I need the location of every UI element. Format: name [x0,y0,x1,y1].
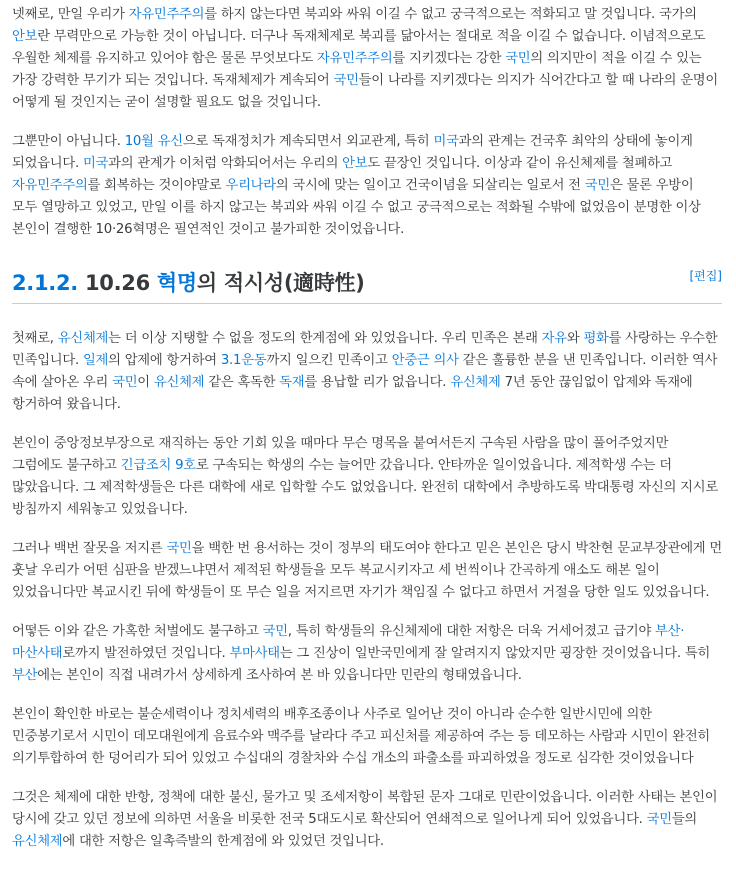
wiki-link[interactable]: 미국 [82,156,109,171]
section-number: 2.1.2. [12,271,78,295]
wiki-link[interactable]: 평화 [583,331,609,346]
wiki-link[interactable]: 유신체제 [450,375,501,390]
wiki-link[interactable]: 안보 [12,29,38,44]
wiki-link[interactable]: 자유민주주의 [128,7,205,22]
wiki-link[interactable]: 혁명 [156,271,197,295]
text-run: 를 용납할 리가 없읍니다. [304,375,451,390]
wiki-link[interactable]: 국민 [166,541,192,556]
text-run: 로까지 발전하였던 것입니다. [62,646,230,661]
wiki-link[interactable]: 부마사태 [229,646,280,661]
paragraph [12,328,722,416]
paragraph [12,4,722,114]
text-run: 를 지키겠다는 강한 [392,51,506,66]
text-run: 7년 동안 끊임없이 압제와 독재에 항거하여 왔읍니다. [12,375,693,412]
wiki-link[interactable]: 안중근 의사 [391,353,459,368]
text-run: 의 의지만이 적을 이길 수 있는 가장 강력한 무기가 되는 것입니다. 독재체제가 계속되어 [12,51,702,88]
wiki-link[interactable]: 국민 [112,375,138,390]
paragraph [12,538,722,604]
paragraph [12,787,722,853]
wiki-link[interactable]: 국민 [262,624,288,639]
text-run: 를 하지 않는다면 북괴와 싸워 이길 수 없고 궁극적으로는 적화되고 말 것입니다. 국가의 [204,7,697,22]
text-run: 로 구속되는 학생의 수는 늘어만 갔읍니다. 안타까운 일이었읍니다. 제적학생 수는 더 많았읍니다. 그 제적학생들은 다른 대학에 새로 입학할 수도 없었읍니다. 완전히 대학에서 추방하도록 박대통령 자신의 지시로 방침까지 세워놓고 있었읍니다. [12,458,718,517]
text-run: 의 적시성(適時性) [196,271,365,295]
section-title [12,267,365,297]
text-run: 는 그 진상이 일반국민에게 잘 알려지지 않았지만 굉장한 것이었읍니다. 특히 [279,646,711,661]
text-run: 의 국시에 맞는 일이고 건국이념을 되살리는 일로서 전 [275,178,585,193]
text-run: 같은 훌륭한 분을 낸 민족입니다. 이러한 역사 속에 살아온 우리 [12,353,718,390]
text-run: 에 대한 저항은 일촉즉발의 한계점에 와 있었던 것입니다. [62,834,384,849]
text-run: 같은 혹독한 [204,375,280,390]
text-run: 을 백한 번 용서하는 것이 정부의 태도여야 한다고 믿은 본인은 당시 박찬현 문교부장관에게 먼 훗날 우리가 어떤 심판을 받겠느냐면서 제적된 학생들을 모두 복교시키자고 세 번씩이나 간곡하게 애소도 해본 일이 있었읍니다만 복교시킨 뒤에 학생들이 또 무슨 일을 저지르면 자기가 책임질 수 없다고 하면서 거절을 당한 일도 있었읍니다. [12,541,722,600]
wiki-link[interactable]: 독재 [279,375,305,390]
wiki-link[interactable]: 미국 [433,134,459,149]
text-run: 어떻든 이와 같은 가혹한 처벌에도 불구하고 [12,624,263,639]
paragraph [12,433,722,521]
text-run: 넷째로, 만일 우리가 [12,7,129,22]
text-run: 들이 나라를 지키겠다는 의지가 식어간다고 할 때 나라의 운명이 어떻게 될 것인지는 굳이 설명할 필요도 없을 것입니다. [12,73,718,110]
wiki-link[interactable]: 3.1운동 [220,353,267,368]
text-run: 와 [566,331,584,346]
text-run: 10.26 [77,271,157,295]
text-run: 그것은 체제에 대한 반항, 정책에 대한 불신, 물가고 및 조세저항이 복합된 문자 그대로 민란이었읍니다. 이러한 사태는 본인이 당시에 갖고 있던 정보에 의하면 서울을 비롯한 전국 5대도시로 확산되어 연쇄적으로 일어나게 되어 있었읍니다. [12,790,718,827]
wiki-link[interactable]: 안보 [342,156,368,171]
text-run: , 특히 학생들의 유신체제에 대한 저항은 더욱 거세어졌고 급기야 [287,624,656,639]
wiki-link[interactable]: 부산 [12,668,38,683]
paragraph [12,621,722,687]
text-run: 를 사랑하는 우수한 민족입니다. [12,331,718,368]
wiki-link[interactable]: 유신체제 [12,834,63,849]
text-run: 를 회복하는 것이야말로 [87,178,226,193]
text-run: 란 무력만으로 가능한 것이 아닙니다. 더구나 독재체제로 북괴를 닮아서는 절대로 적을 이길 수 없습니다. 이념적으로도 우월한 체제를 유지하고 있어야 함은 물론 무엇보다도 [12,29,706,66]
section-title-text [78,271,365,295]
text-run: 은 물론 우방이 모두 열망하고 있었고, 만일 이를 하지 않고는 북괴와 싸워 이길 수 없고 궁극적으로는 적화될 수밖에 없었음이 분명한 이상 본인이 결행한 10·26혁명은 필연적인 것이고 불가피한 것이었읍니다. [12,178,701,237]
text-run: 으로 독재정치가 계속되면서 외교관계, 특히 [182,134,434,149]
text-run: 도 끝장인 것입니다. 이상과 같이 유신체제를 철폐하고 [367,156,673,171]
section-body [12,328,722,853]
text-run: 의 압제에 항거하여 [108,353,221,368]
wiki-link[interactable]: 자유민주주의 [316,51,393,66]
wiki-link[interactable]: 국민 [584,178,610,193]
text-run: 그러나 백번 잘못을 저지른 [12,541,167,556]
section-heading [12,267,722,304]
text-run: 는 더 이상 지탱할 수 없을 정도의 한계점에 와 있었읍니다. 우리 민족은 본래 [108,331,542,346]
intro-section [12,4,722,241]
paragraph [12,131,722,241]
text-run: 까지 일으킨 민족이고 [266,353,392,368]
text-run: 에는 본인이 직접 내려가서 상세하게 조사하여 본 바 있읍니다만 민란의 형태였읍니다. [37,668,522,683]
wiki-link[interactable]: 유신체제 [57,331,109,346]
wiki-link[interactable]: 국민 [646,812,672,827]
wiki-link[interactable]: 10월 유신 [124,134,183,149]
wiki-link[interactable]: 자유민주주의 [12,178,88,193]
text-run: 과의 관계는 건국후 최악의 상태에 놓이게 되었읍니다. [12,134,693,171]
wiki-link[interactable]: 국민 [333,73,359,88]
text-run: 본인이 확인한 바로는 불순세력이나 정치세력의 배후조종이나 사주로 일어난 것이 아니라 순수한 일반시민에 의한 민중봉기로서 시민이 데모대원에게 음료수와 맥주를 날라다 주고 피신처를 제공하여 주는 등 데모하는 사람과 시민이 완전히 의기투합하여 한 덩어리가 되어 있었고 수십대의 경찰차와 수십 개소의 파출소를 파괴하였을 정도로 심각한 것이었읍니다 [12,707,711,766]
wiki-link[interactable]: 일제 [82,353,109,368]
text-run: 첫째로, [12,331,58,346]
wiki-link[interactable]: 긴급조치 9호 [120,458,196,473]
wiki-link[interactable]: 유신체제 [153,375,205,390]
wiki-link[interactable]: 부산·마산사태 [12,624,685,661]
text-run: 이 [137,375,154,390]
text-run: 그뿐만이 아닙니다. [12,134,125,149]
text-run: 들의 [671,812,698,827]
wiki-link[interactable]: 자유 [541,331,567,346]
wiki-link[interactable]: 국민 [505,51,531,66]
paragraph [12,704,722,770]
edit-section-link[interactable]: [편집] [689,269,722,283]
text-run: 과의 관계가 이처럼 악화되어서는 우리의 [108,156,343,171]
text-run: 본인이 중앙정보부장으로 재직하는 동안 기회 있을 때마다 무슨 명목을 붙여서든지 구속된 사람을 많이 풀어주었지만 그럼에도 불구하고 [12,436,669,473]
wiki-link[interactable]: 우리나라 [225,178,276,193]
